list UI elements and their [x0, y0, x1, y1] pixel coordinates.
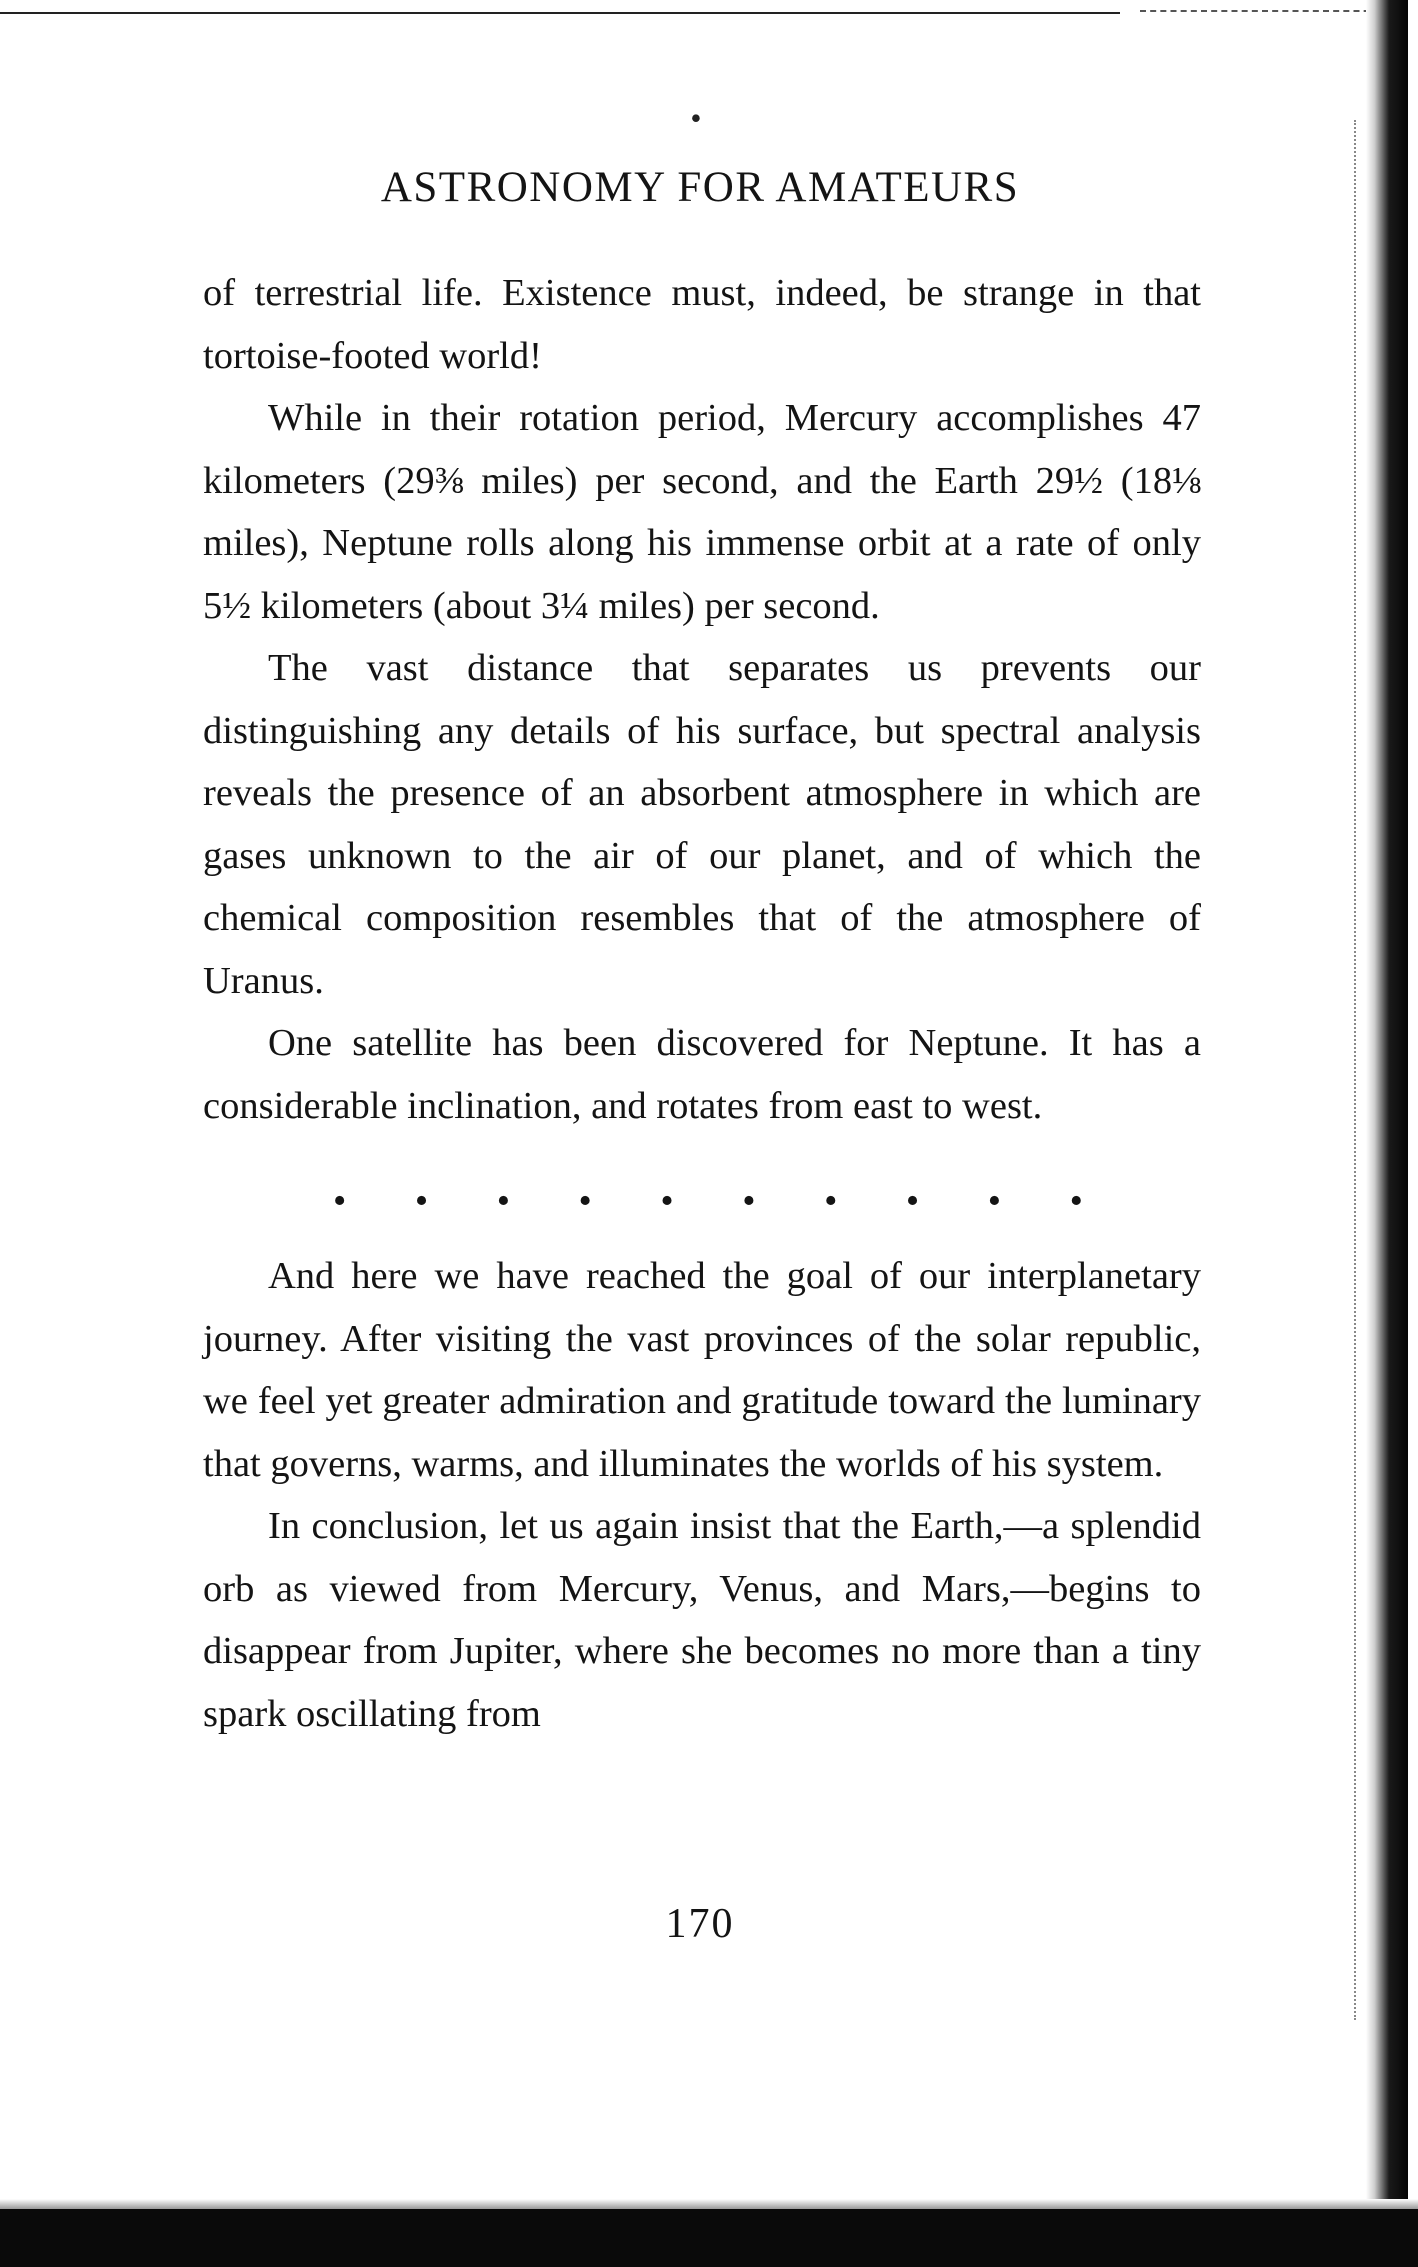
paragraph: of terrestrial life. Existence must, indeed, be strange in that tortoise-footed world!: [203, 272, 1201, 377]
bottom-scan-shadow: [0, 2199, 1418, 2209]
margin-mark: •: [690, 100, 702, 136]
section-break-dot: •: [742, 1180, 756, 1222]
page-number: 170: [665, 1901, 735, 1947]
section-break-dot: •: [660, 1180, 674, 1222]
section-break-dot: •: [578, 1180, 592, 1222]
page-binding-edge: [1354, 120, 1362, 2020]
section-break-dot: •: [333, 1180, 347, 1222]
section-break-dot: •: [414, 1180, 429, 1222]
section-break-dot: •: [1069, 1180, 1083, 1222]
page-binding-shadow: [1366, 0, 1408, 2200]
section-break-dot: •: [496, 1180, 510, 1222]
paragraph: The vast distance that separates us prevents our distinguishing any details of his surface, but spectral analysis reveals the presence of an absorbent atmosphere in which are gases unknown to the air of our planet, and of which the chemical composition resembles that of the atmosphere of Uranus.: [203, 647, 1201, 1002]
paragraph: In conclusion, let us again insist that the Earth,—a splendid orb as viewed from Mercury, Venus, and Mars,—begins to disappear from Jupiter, where she becomes no more than a tiny spark oscillating from: [203, 1505, 1201, 1735]
running-head: ASTRONOMY FOR AMATEURS: [380, 164, 1020, 211]
paragraph: And here we have reached the goal of our interplanetary journey. After visiting the vast provinces of the solar republic, we feel yet greater admiration and gratitude toward the luminary that governs, warms, and illuminates the worlds of his system.: [203, 1255, 1201, 1485]
top-dashed-rule: [1140, 10, 1390, 12]
top-rule: [0, 12, 1120, 14]
section-break: [333, 1171, 1083, 1231]
page-body: [203, 262, 1201, 1745]
section-break-dot: •: [987, 1180, 1002, 1222]
paragraph: One satellite has been discovered for Neptune. It has a considerable inclination, and rotates from east to west.: [203, 1022, 1201, 1127]
section-break-dot: •: [905, 1180, 920, 1222]
section-break-dot: •: [824, 1180, 838, 1222]
paragraph: While in their rotation period, Mercury accomplishes 47 kilometers (29⅜ miles) per second, and the Earth 29½ (18⅛ miles), Neptune rolls along his immense orbit at a rate of only 5½ kilometers (about 3¼ miles) per second.: [203, 397, 1201, 627]
bottom-scan-edge: [0, 2209, 1418, 2267]
